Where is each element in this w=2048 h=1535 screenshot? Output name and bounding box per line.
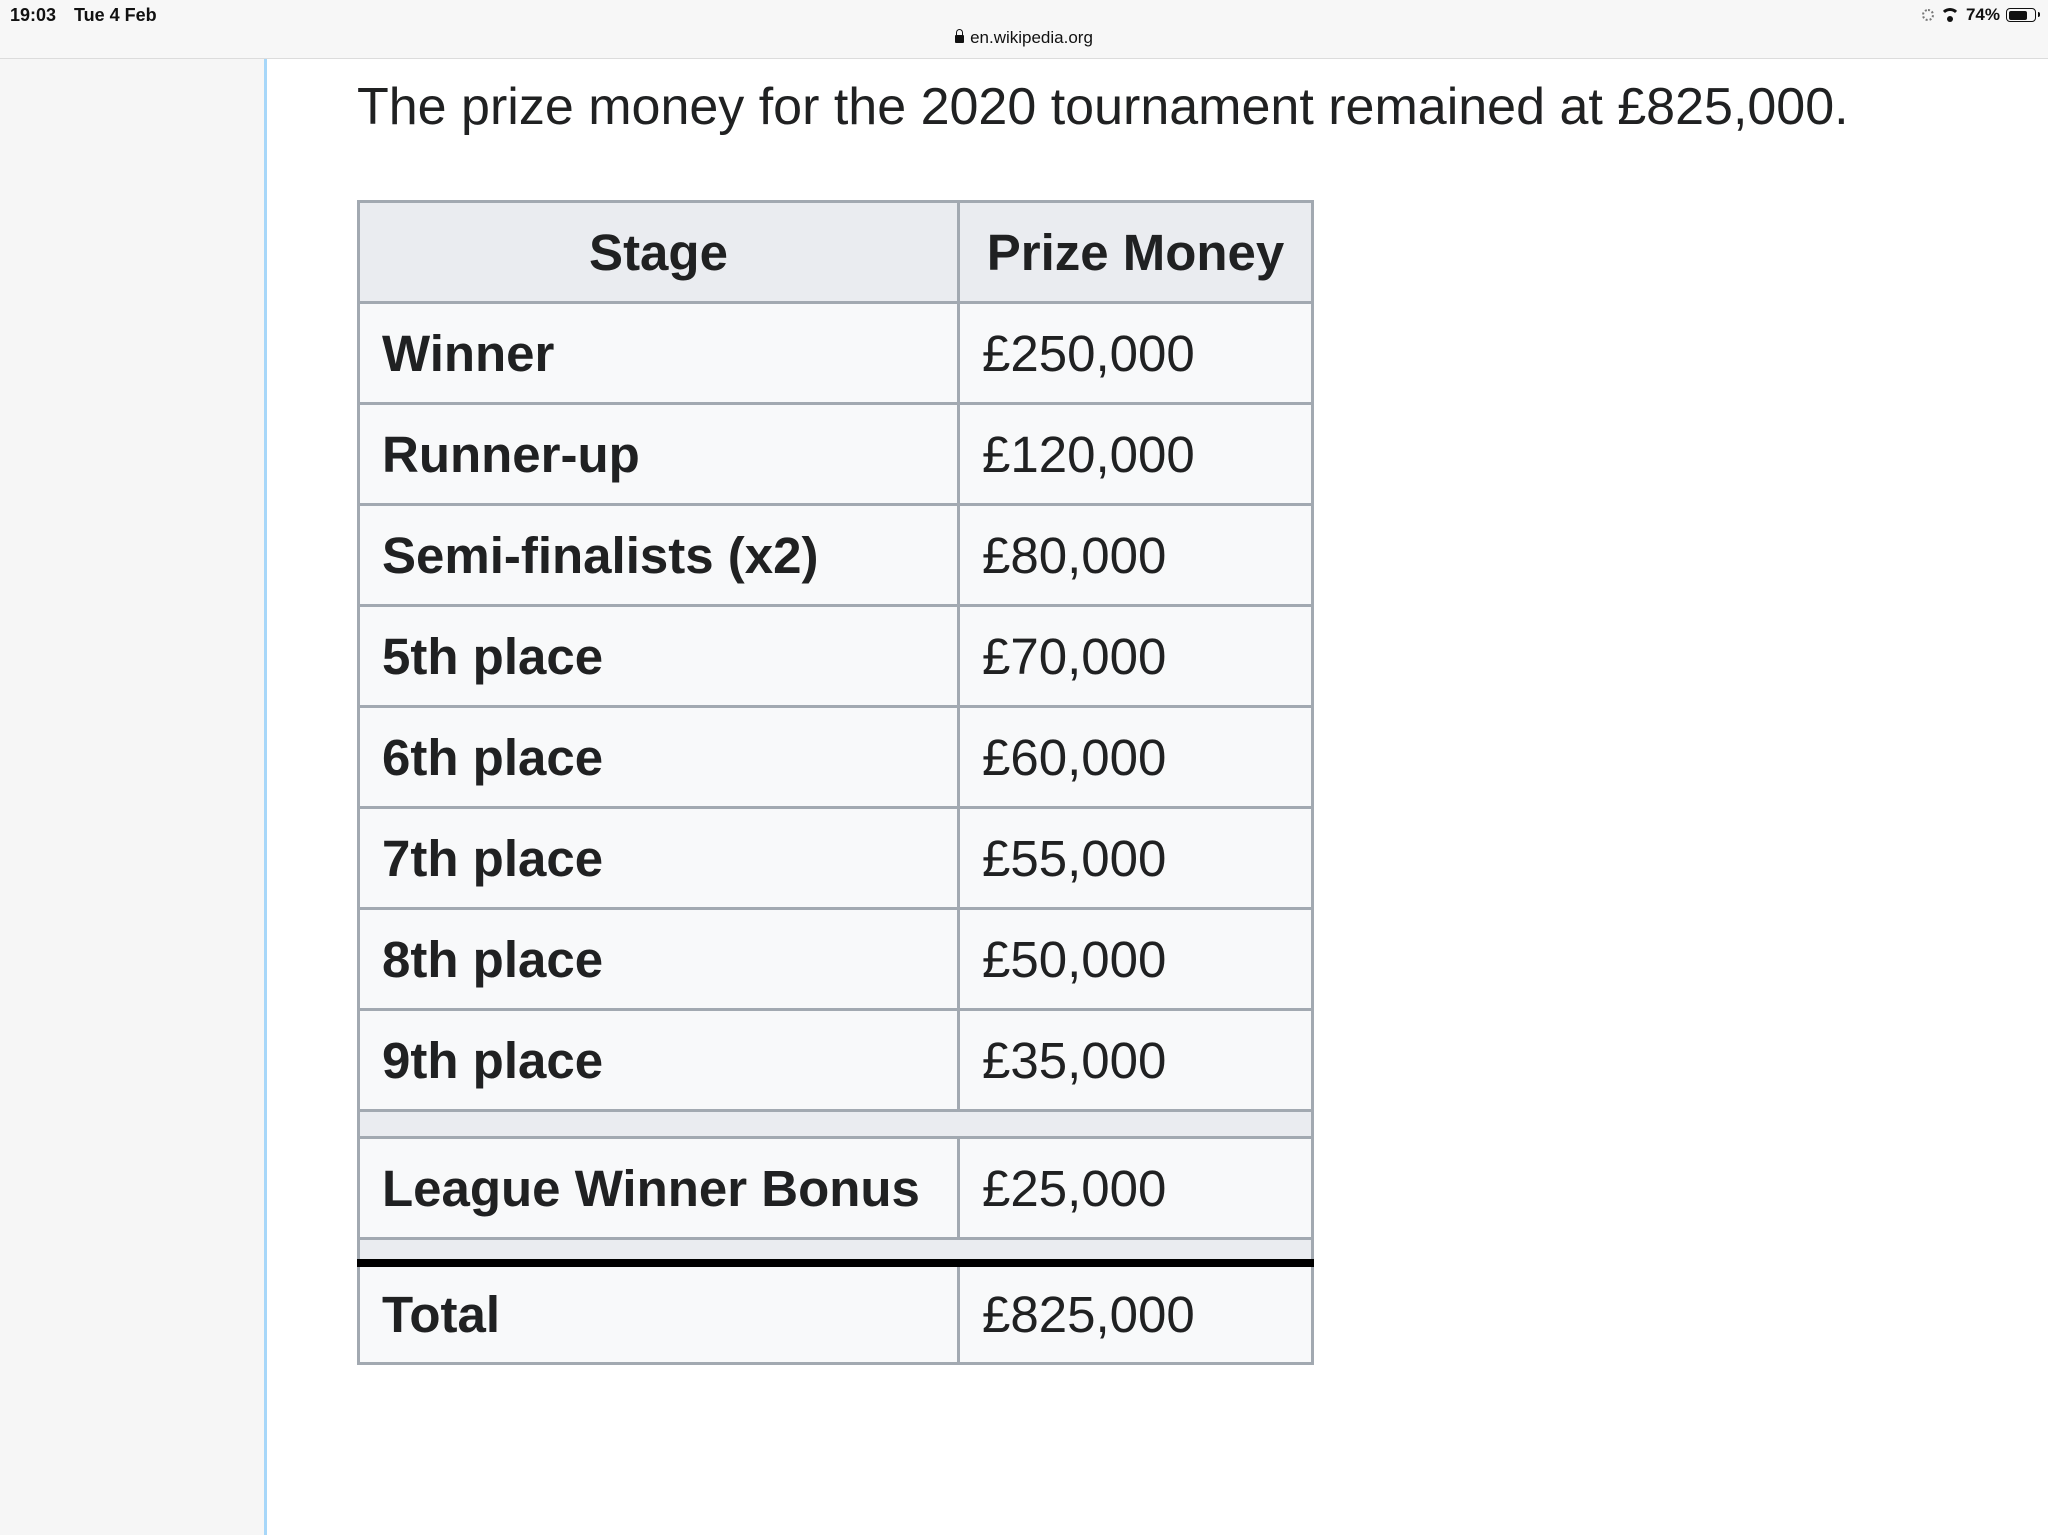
bonus-money-cell: £25,000 [959,1138,1313,1239]
table-row [359,909,1313,1010]
stage-cell: 5th place [359,606,959,707]
table-row [359,303,1313,404]
stage-cell: 6th place [359,707,959,808]
ios-status-bar [0,0,2048,59]
spacer-cell [359,1239,1313,1263]
money-cell: £55,000 [959,808,1313,909]
table-row [359,1010,1313,1111]
table-row [359,707,1313,808]
spacer-row [359,1111,1313,1138]
money-cell: £50,000 [959,909,1313,1010]
status-date: Tue 4 Feb [74,5,157,25]
prize-money-table [357,200,1314,1365]
battery-icon [2006,8,2036,22]
bonus-stage-cell: League Winner Bonus [359,1138,959,1239]
total-money-cell: £825,000 [959,1263,1313,1364]
money-cell: £80,000 [959,505,1313,606]
article-content [357,72,1849,1343]
bonus-row [359,1138,1313,1239]
header-stage: Stage [359,202,959,303]
status-indicators [1922,4,2036,26]
money-cell: £35,000 [959,1010,1313,1111]
money-cell: £60,000 [959,707,1313,808]
battery-level-fill [2009,11,2028,20]
spacer-row [359,1239,1313,1263]
stage-cell: 8th place [359,909,959,1010]
table-row [359,606,1313,707]
money-cell: £250,000 [959,303,1313,404]
status-time: 19:03 [10,5,57,25]
battery-percent: 74% [1965,5,2000,24]
stage-cell: 7th place [359,808,959,909]
stage-cell: Winner [359,303,959,404]
activity-spinner-icon [1922,9,1934,21]
total-stage-cell: Total [359,1263,959,1364]
stage-cell: 9th place [359,1010,959,1111]
url-text[interactable]: en.wikipedia.org [970,28,1093,47]
stage-cell: Runner-up [359,404,959,505]
intro-paragraph: The prize money for the 2020 tournament remained at £825,000. [357,78,1849,136]
total-row [359,1263,1313,1364]
table-row [359,808,1313,909]
table-row [359,404,1313,505]
lock-icon [955,35,964,43]
address-bar[interactable] [0,28,2048,48]
table-header-row [359,202,1313,303]
stage-cell: Semi-finalists (x2) [359,505,959,606]
money-cell: £70,000 [959,606,1313,707]
header-prize-money: Prize Money [959,202,1313,303]
spacer-cell [359,1111,1313,1138]
table-row [359,505,1313,606]
wifi-icon [1940,8,1960,22]
money-cell: £120,000 [959,404,1313,505]
sidebar-panel [0,59,267,1535]
